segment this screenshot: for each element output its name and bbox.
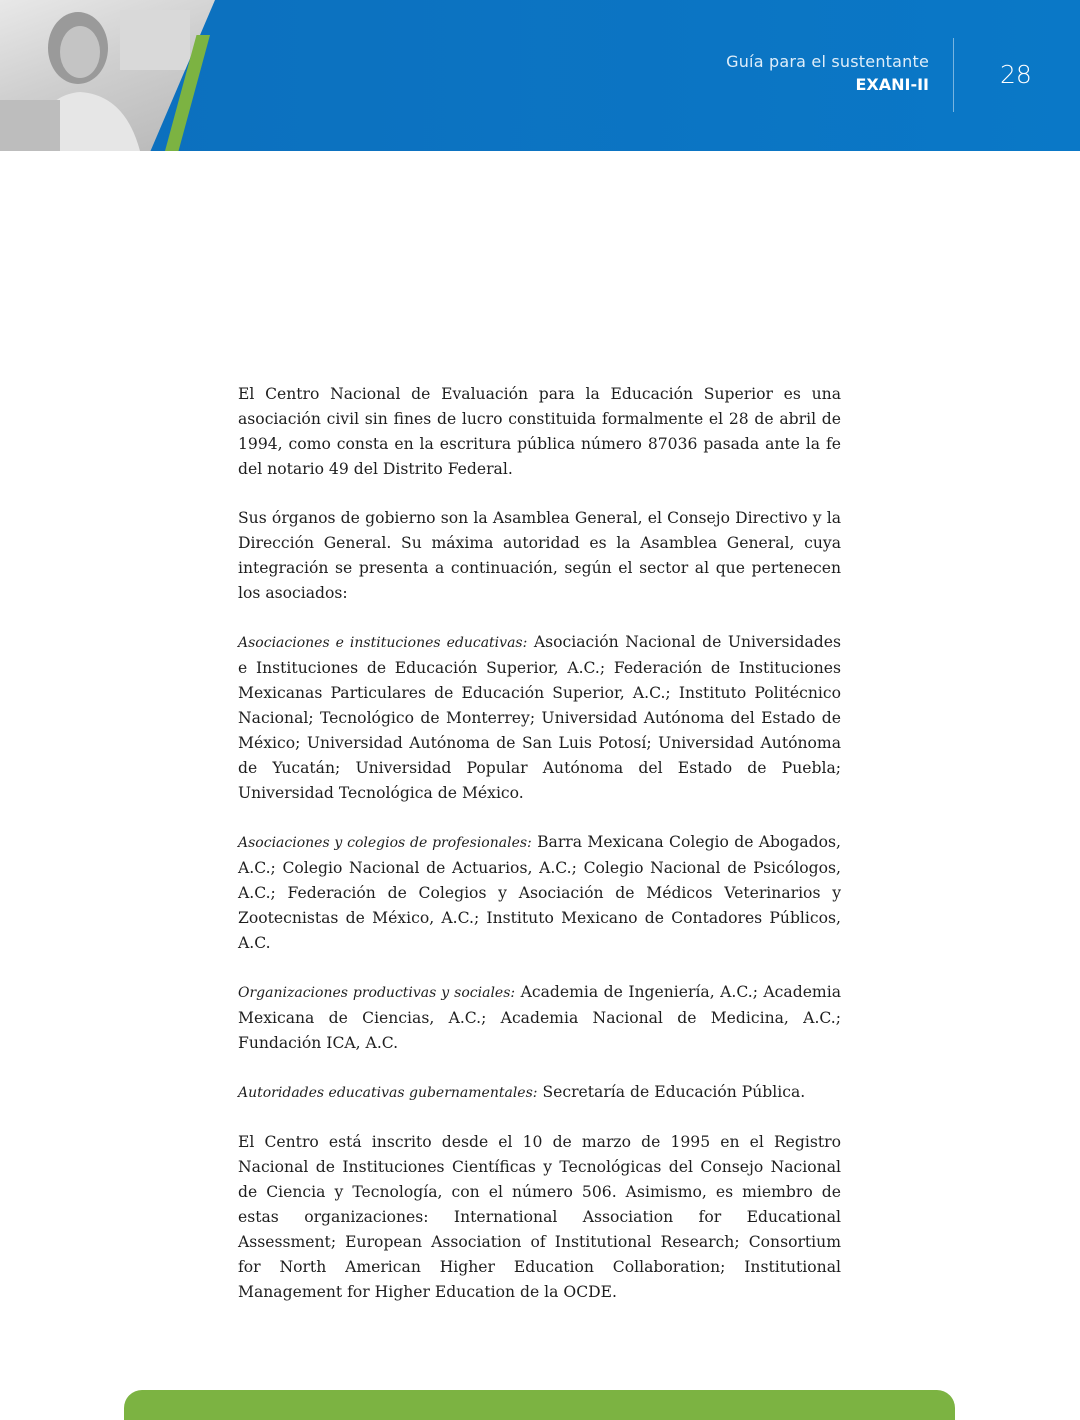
intro-paragraph: El Centro Nacional de Evaluación para la Educación Superior es una asociación civil sin fines de lucro constituida formalmente el 28 de abril de 1994, como consta en la escritura pública número 87036 pasada ante la fe del notario 49 del Distrito Federal. bbox=[238, 385, 841, 478]
exam-name: EXANI-II bbox=[855, 75, 929, 94]
page-number: 28 bbox=[1000, 60, 1032, 89]
section-text: Secretaría de Educación Pública. bbox=[542, 1083, 806, 1101]
section-label: Organizaciones productivas y sociales: bbox=[238, 985, 516, 1001]
header-divider bbox=[953, 38, 954, 112]
section-label: Asociaciones y colegios de profesionales: bbox=[238, 835, 532, 851]
section-label: Autoridades educativas gubernamentales: bbox=[238, 1085, 538, 1101]
section-productive-organizations bbox=[238, 980, 841, 1056]
page-header bbox=[0, 0, 1080, 151]
section-label: Asociaciones e instituciones educativas: bbox=[238, 635, 528, 651]
section-educational-associations bbox=[238, 630, 841, 806]
section-text: Barra Mexicana Colegio de Abogados, A.C.; Colegio Nacional de Actuarios, A.C.; Colegio Nacional de Psicólogos, A.C.; Federación de Colegios y Asociación de Médicos Veterinarios y Zootecnistas de México, A.C.; Instituto Mexicano de Contadores Públicos, A.C. bbox=[238, 833, 841, 952]
section-text: Academia de Ingeniería, A.C.; Academia Mexicana de Ciencias, A.C.; Academia Nacional de Medicina, A.C.; Fundación ICA, A.C. bbox=[238, 983, 841, 1052]
section-professional-colleges bbox=[238, 830, 841, 956]
footer-accent-bar bbox=[124, 1390, 955, 1420]
guide-title: Guía para el sustentante bbox=[726, 52, 929, 71]
section-text: Asociación Nacional de Universidades e Instituciones de Educación Superior, A.C.; Federación de Instituciones Mexicanas Particulares de Educación Superior, A.C.; Instituto Politécnico Nacional; Tecnológico de Monterrey; Universidad Autónoma del Estado de México; Universidad Autónoma de San Luis Potosí; Universidad Autónoma de Yucatán; Universidad Popular Autónoma del Estado de Puebla; Universidad Tecnológica de México. bbox=[238, 633, 841, 802]
registration-paragraph: El Centro está inscrito desde el 10 de marzo de 1995 en el Registro Nacional de Instituciones Científicas y Tecnológicas del Consejo Nacional de Ciencia y Tecnología, con el número 506. Asimismo, es miembro de estas organizaciones: International Association for Educational Assessment; European Association of Institutional Research; Consortium for North American Higher Education Collaboration; Institutional Management for Higher Education de la OCDE. bbox=[238, 1133, 841, 1301]
section-government-authorities bbox=[238, 1080, 841, 1106]
main-content bbox=[238, 382, 841, 1329]
header-title-block bbox=[726, 52, 929, 94]
governance-paragraph: Sus órganos de gobierno son la Asamblea General, el Consejo Directivo y la Dirección General. Su máxima autoridad es la Asamblea General, cuya integración se presenta a continuación, según el sector al que pertenecen los asociados: bbox=[238, 509, 841, 602]
